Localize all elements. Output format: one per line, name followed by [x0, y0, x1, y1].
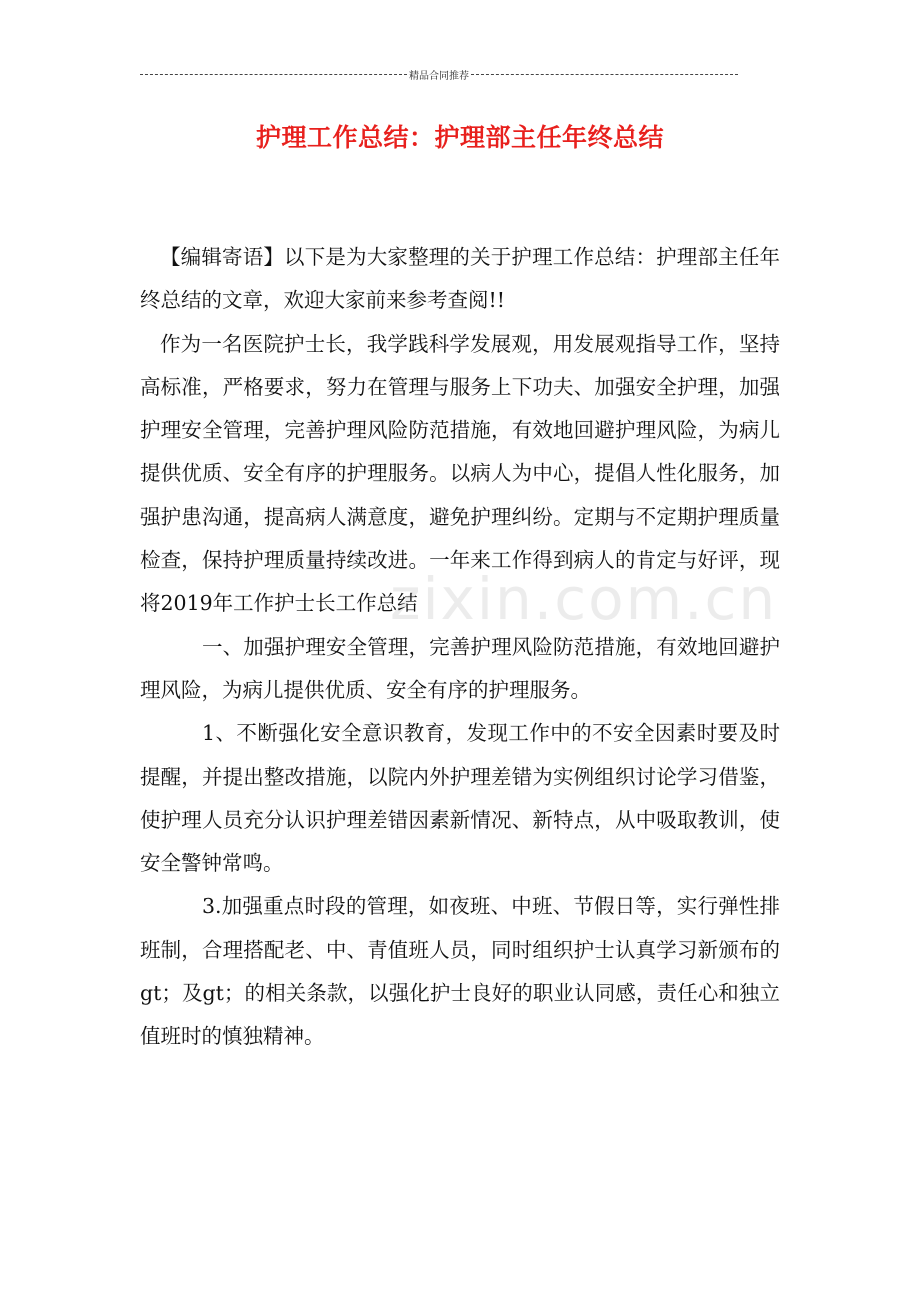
header-dash-left: [140, 74, 407, 75]
intro-paragraph: 作为一名医院护士长，我学践科学发展观，用发展观指导工作，坚持高标准，严格要求，努力在管理与服务上下功夫、加强安全护理，加强护理安全管理，完善护理风险防范措施，有效地回避护理风险，为病儿提供优质、安全有序的护理服务。以病人为中心，提倡人性化服务，加强护患沟通，提高病人满意度，避免护理纠纷。定期与不定期护理质量检查，保持护理质量持续改进。一年来工作得到病人的肯定与好评，现将2019年工作护士长工作总结: [140, 331, 780, 616]
header-label: 精品合同推荐: [409, 70, 469, 82]
document-title: 护理工作总结：护理部主任年终总结: [255, 123, 664, 152]
document-body: [140, 236, 780, 1059]
watermark: zixin.com.cn: [390, 565, 778, 633]
item-1-paragraph: 1、不断强化安全意识教育，发现工作中的不安全因素时要及时提醒，并提出整改措施，以院内外护理差错为实例组织讨论学习借鉴，使护理人员充分认识护理差错因素新情况、新特点，从中吸取教训，使安全警钟常鸣。: [140, 721, 780, 876]
header-rule: [140, 66, 738, 82]
header-dash-right: [471, 74, 738, 75]
editor-note-paragraph: 【编辑寄语】以下是为大家整理的关于护理工作总结：护理部主任年终总结的文章，欢迎大家前来参考查阅!!: [140, 245, 780, 313]
item-3-paragraph: 3.加强重点时段的管理，如夜班、中班、节假日等，实行弹性排班制，合理搭配老、中、青值班人员，同时组织护士认真学习新颁布的gt；及gt；的相关条款，以强化护士良好的职业认同感，责任心和独立值班时的慎独精神。: [140, 894, 780, 1049]
section-heading-paragraph: 一、加强护理安全管理，完善护理风险防范措施，有效地回避护理风险，为病儿提供优质、安全有序的护理服务。: [140, 634, 780, 702]
